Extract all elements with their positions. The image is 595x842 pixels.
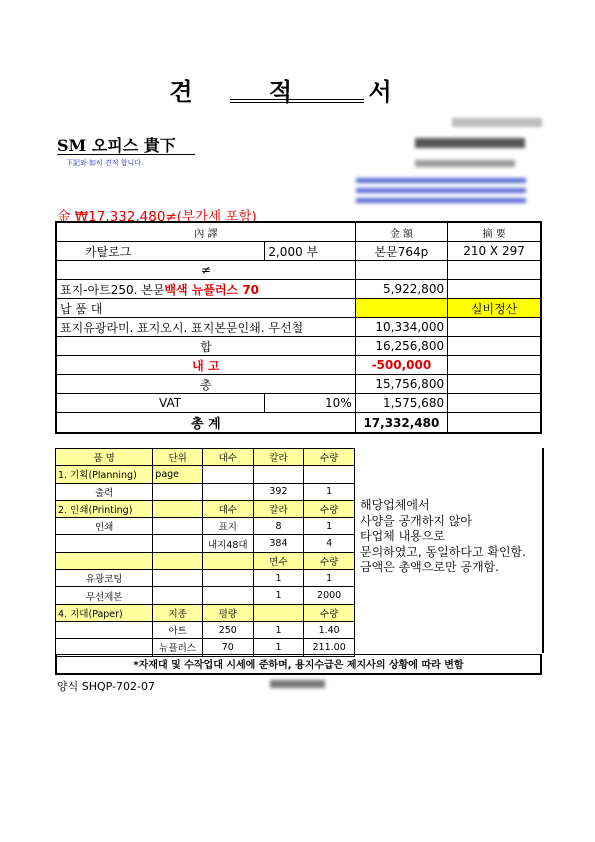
document-title: 견 적 서 xyxy=(169,77,426,106)
title-underline-2 xyxy=(230,102,364,103)
form-id: 양식 SHQP-702-07 xyxy=(57,680,155,693)
delivery-label: 납 품 대 xyxy=(56,299,355,318)
print-label: 인쇄 xyxy=(56,518,153,535)
paper1-qty: 1.40 xyxy=(304,621,355,638)
client-subtext: 下記와 如히 견적 합니다. xyxy=(66,159,144,167)
redacted-address-1 xyxy=(356,178,526,183)
sub-header-sets: 대수 xyxy=(202,449,253,466)
grand-total-label: 총 계 xyxy=(56,413,355,434)
client-name: SM 오피스 貴下 xyxy=(57,136,176,155)
print-cover-qty: 1 xyxy=(304,518,355,535)
note-line: 사양을 공개하지 않아 xyxy=(360,513,472,528)
print-inner: 내지48대 xyxy=(202,535,253,552)
delivery-amount xyxy=(355,299,447,318)
item-pages: 본문764p xyxy=(355,242,447,261)
paper1-weight: 250 xyxy=(202,621,253,638)
redacted-date xyxy=(452,118,542,127)
header-remarks: 摘 要 xyxy=(448,222,541,242)
disclosure-note xyxy=(360,498,526,576)
binding-qty: 2000 xyxy=(304,587,355,604)
paper-type-h: 지종 xyxy=(153,604,203,621)
finish-qty-h: 수량 xyxy=(304,552,355,569)
print-cover: 표지 xyxy=(202,518,253,535)
item-quantity: 2,000 부 xyxy=(265,242,355,261)
paper2-qty: 211.00 xyxy=(304,639,355,656)
paper2-weight: 70 xyxy=(202,639,253,656)
finish-sides-h: 면수 xyxy=(253,552,304,569)
header-amount: 金 額 xyxy=(355,222,447,242)
note-line: 금액은 총액으로만 공개함. xyxy=(360,560,499,574)
printing-qty-h: 수량 xyxy=(304,500,355,517)
coating-sides: 1 xyxy=(253,570,304,587)
net-label: 총 xyxy=(56,375,355,394)
coating-label: 유광코팅 xyxy=(56,570,153,587)
note-line: 타업체 내용으로 xyxy=(360,529,445,543)
paper-spec-highlight: 백색 뉴플러스 70 xyxy=(164,282,260,297)
redacted-company-name xyxy=(415,138,525,148)
item-name: 카탈로그 xyxy=(56,242,265,261)
item-size: 210 X 297 xyxy=(448,242,541,261)
sub-header-item: 품 명 xyxy=(56,449,153,466)
print-inner-color: 384 xyxy=(253,535,304,552)
delivery-remark: 실비정산 xyxy=(448,299,541,318)
sub-header-unit: 단위 xyxy=(153,449,203,466)
paper2-type: 뉴플러스 xyxy=(153,639,203,656)
processing-spec: 표지유광라미. 표지오시. 표지본문인쇄. 무선철 xyxy=(56,318,355,337)
output-label: 출력 xyxy=(56,483,153,500)
paper2-sets: 1 xyxy=(253,639,304,656)
redacted-address-2 xyxy=(356,188,526,193)
paper-spec-plain: 표지-아트250. 본문 xyxy=(60,282,165,297)
paper-spec xyxy=(56,280,355,299)
printing-label: 2. 인쇄(Printing) xyxy=(56,500,153,517)
redacted-company-footer xyxy=(270,680,325,688)
footer-note: *자재대 및 수작업대 시세에 준하며, 용지수급은 제지사의 상황에 따라 변함 xyxy=(55,654,542,675)
header-description: 內 譯 xyxy=(56,222,355,242)
paper-qty-h: 수량 xyxy=(304,604,355,621)
print-cover-color: 8 xyxy=(253,518,304,535)
printing-color-h: 칼라 xyxy=(253,500,304,517)
grand-total-amount: 17,332,480 xyxy=(355,413,447,434)
coating-qty: 1 xyxy=(304,570,355,587)
sub-header-color: 칼라 xyxy=(253,449,304,466)
client-underline xyxy=(57,154,195,155)
vat-amount: 1,575,680 xyxy=(355,394,447,413)
output-color: 392 xyxy=(253,483,304,500)
processing-amount: 10,334,000 xyxy=(355,318,447,337)
redacted-representative xyxy=(415,160,515,167)
output-qty: 1 xyxy=(304,483,355,500)
note-line: 해당업체에서 xyxy=(360,498,430,512)
paper1-sets: 1 xyxy=(253,621,304,638)
title-underline xyxy=(230,99,364,100)
binding-sides: 1 xyxy=(253,587,304,604)
redacted-address-3 xyxy=(356,198,526,203)
note-line: 문의하였고, 동일하다고 확인함. xyxy=(360,544,526,559)
printing-sets-h: 대수 xyxy=(202,500,253,517)
discount-label: 내 고 xyxy=(56,356,355,375)
sub-header-qty: 수량 xyxy=(304,449,355,466)
net-amount: 15,756,800 xyxy=(355,375,447,394)
planning-unit: page xyxy=(153,466,203,483)
planning-label: 1. 기획(Planning) xyxy=(56,466,153,483)
paper-weight-h: 평량 xyxy=(202,604,253,621)
subtotal-amount: 16,256,800 xyxy=(355,337,447,356)
vat-rate: 10% xyxy=(265,394,355,413)
paper-amount: 5,922,800 xyxy=(355,280,447,299)
vat-label: VAT xyxy=(56,394,265,413)
paper-label: 4. 지대(Paper) xyxy=(56,604,153,621)
print-inner-qty: 4 xyxy=(304,535,355,552)
discount-amount: -500,000 xyxy=(355,356,447,375)
paper1-type: 아트 xyxy=(153,621,203,638)
estimate-table xyxy=(55,221,542,434)
binding-label: 무선제본 xyxy=(56,587,153,604)
spec-symbol: ≠ xyxy=(56,261,355,280)
cost-breakdown-table xyxy=(55,448,355,657)
total-amount-line: 金 ₩17,332,480≠(부가세 포함) xyxy=(57,209,257,225)
subtotal-label: 합 xyxy=(56,337,355,356)
